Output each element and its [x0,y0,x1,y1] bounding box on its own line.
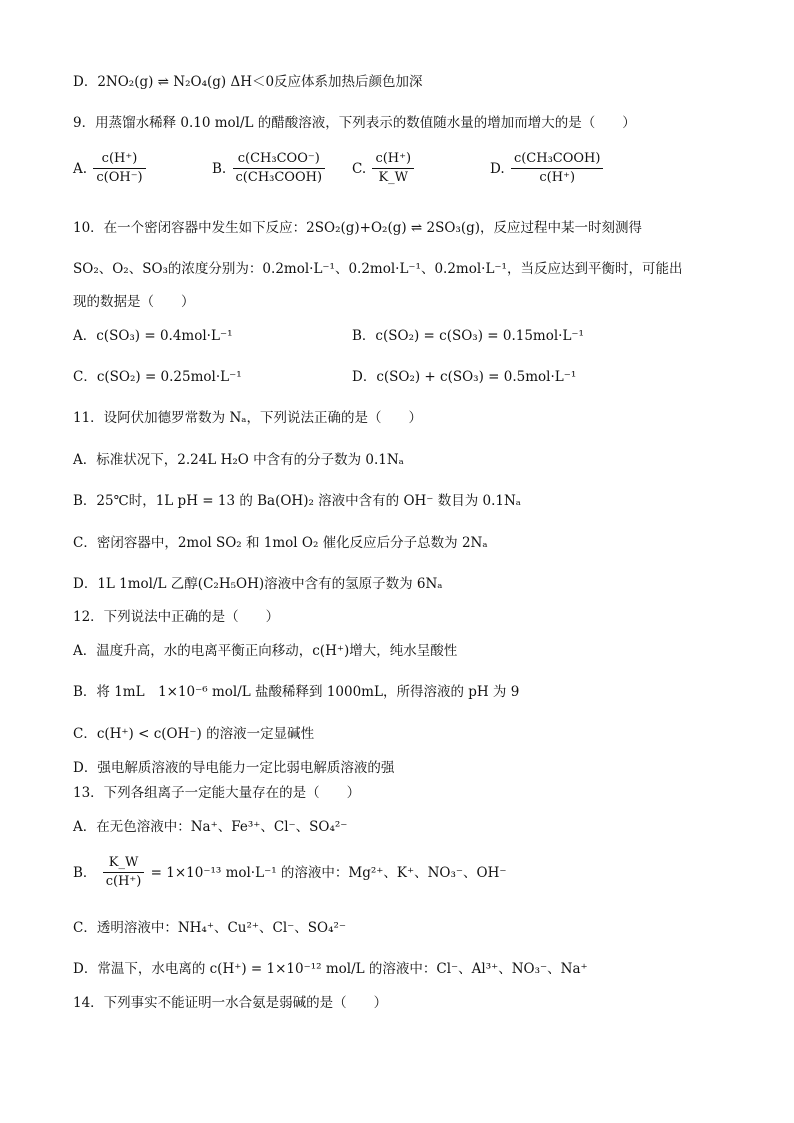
q9-stem: 9．用蒸馏水稀释 0.10 mol/L 的醋酸溶液，下列表示的数值随水量的增加而增大的是（ ） [73,115,636,131]
denominator: c(OH⁻) [96,170,143,185]
q13-option-b [73,854,507,891]
q11-option-b: B．25℃时，1L pH = 13 的 Ba(OH)₂ 溶液中含有的 OH⁻ 数目为 0.1Nₐ [73,493,521,509]
q10-option-a: A．c(SO₃) = 0.4mol·L⁻¹ [73,328,233,344]
option-label: C. [352,160,367,177]
option-label: B． [73,864,97,881]
q9-option-a [73,150,148,187]
denominator: c(H⁺) [539,170,576,185]
q10-option-c: C．c(SO₂) = 0.25mol·L⁻¹ [73,369,242,385]
option-label: B. [212,160,227,177]
option-text: = 1×10⁻¹³ mol·L⁻¹ 的溶液中：Mg²⁺、K⁺、NO₃⁻、OH⁻ [150,864,507,881]
q10-stem-3: 现的数据是（ ） [73,294,195,310]
q8-option-d: D．2NO₂(g) ⇌ N₂O₄(g) ΔH＜0反应体系加热后颜色加深 [73,74,423,90]
q12-stem: 12．下列说法中正确的是（ ） [73,609,280,625]
fraction [93,150,145,187]
fraction [103,854,145,891]
option-label: D. [490,160,505,177]
q12-option-d: D．强电解质溶液的导电能力一定比弱电解质溶液的强 [73,760,395,776]
numerator: c(CH₃COOH) [511,150,604,169]
q10-option-b: B．c(SO₂) = c(SO₃) = 0.15mol·L⁻¹ [352,328,584,344]
q10-option-d: D．c(SO₂) + c(SO₃) = 0.5mol·L⁻¹ [352,369,577,385]
denominator: K_W [378,170,409,185]
q9-option-b [212,150,327,187]
numerator: c(H⁺) [93,150,145,169]
fraction [511,150,604,187]
q10-stem-2: SO₂、O₂、SO₃的浓度分别为：0.2mol·L⁻¹、0.2mol·L⁻¹、0.2mol·L⁻¹，当反应达到平衡时，可能出 [73,261,683,277]
q11-option-c: C．密闭容器中，2mol SO₂ 和 1mol O₂ 催化反应后分子总数为 2Nₐ [73,535,488,551]
q11-option-a: A．标准状况下，2.24L H₂O 中含有的分子数为 0.1Nₐ [73,452,404,468]
q11-stem: 11．设阿伏加德罗常数为 Nₐ，下列说法正确的是（ ） [73,410,422,426]
option-label: A. [73,160,88,177]
q14-stem: 14．下列事实不能证明一水合氨是弱碱的是（ ） [73,995,388,1011]
q9-option-d [490,150,605,187]
numerator: K_W [103,854,145,873]
q12-option-b: B．将 1mL 1×10⁻⁶ mol/L 盐酸稀释到 1000mL，所得溶液的 pH 为 9 [73,684,520,700]
q13-option-d: D．常温下，水电离的 c(H⁺) = 1×10⁻¹² mol/L 的溶液中：Cl⁻、Al³⁺、NO₃⁻、Na⁺ [73,961,588,977]
numerator: c(CH₃COO⁻) [233,150,326,169]
q13-option-a: A．在无色溶液中：Na⁺、Fe³⁺、Cl⁻、SO₄²⁻ [73,819,348,835]
denominator: c(CH₃COOH) [235,170,323,185]
q12-option-c: C．c(H⁺) < c(OH⁻) 的溶液一定显碱性 [73,726,315,742]
q13-option-c: C．透明溶液中：NH₄⁺、Cu²⁺、Cl⁻、SO₄²⁻ [73,920,347,936]
denominator: c(H⁺) [105,874,142,889]
fraction [233,150,326,187]
fraction [372,150,414,187]
q11-option-d: D．1L 1mol/L 乙醇(C₂H₅OH)溶液中含有的氢原子数为 6Nₐ [73,576,443,592]
q12-option-a: A．温度升高，水的电离平衡正向移动，c(H⁺)增大，纯水呈酸性 [73,643,458,659]
q9-option-c [352,150,416,187]
q10-stem-1: 10．在一个密闭容器中发生如下反应：2SO₂(g)+O₂(g) ⇌ 2SO₃(g)，反应过程中某一时刻测得 [73,220,643,236]
q13-stem: 13．下列各组离子一定能大量存在的是（ ） [73,785,361,801]
numerator: c(H⁺) [372,150,414,169]
